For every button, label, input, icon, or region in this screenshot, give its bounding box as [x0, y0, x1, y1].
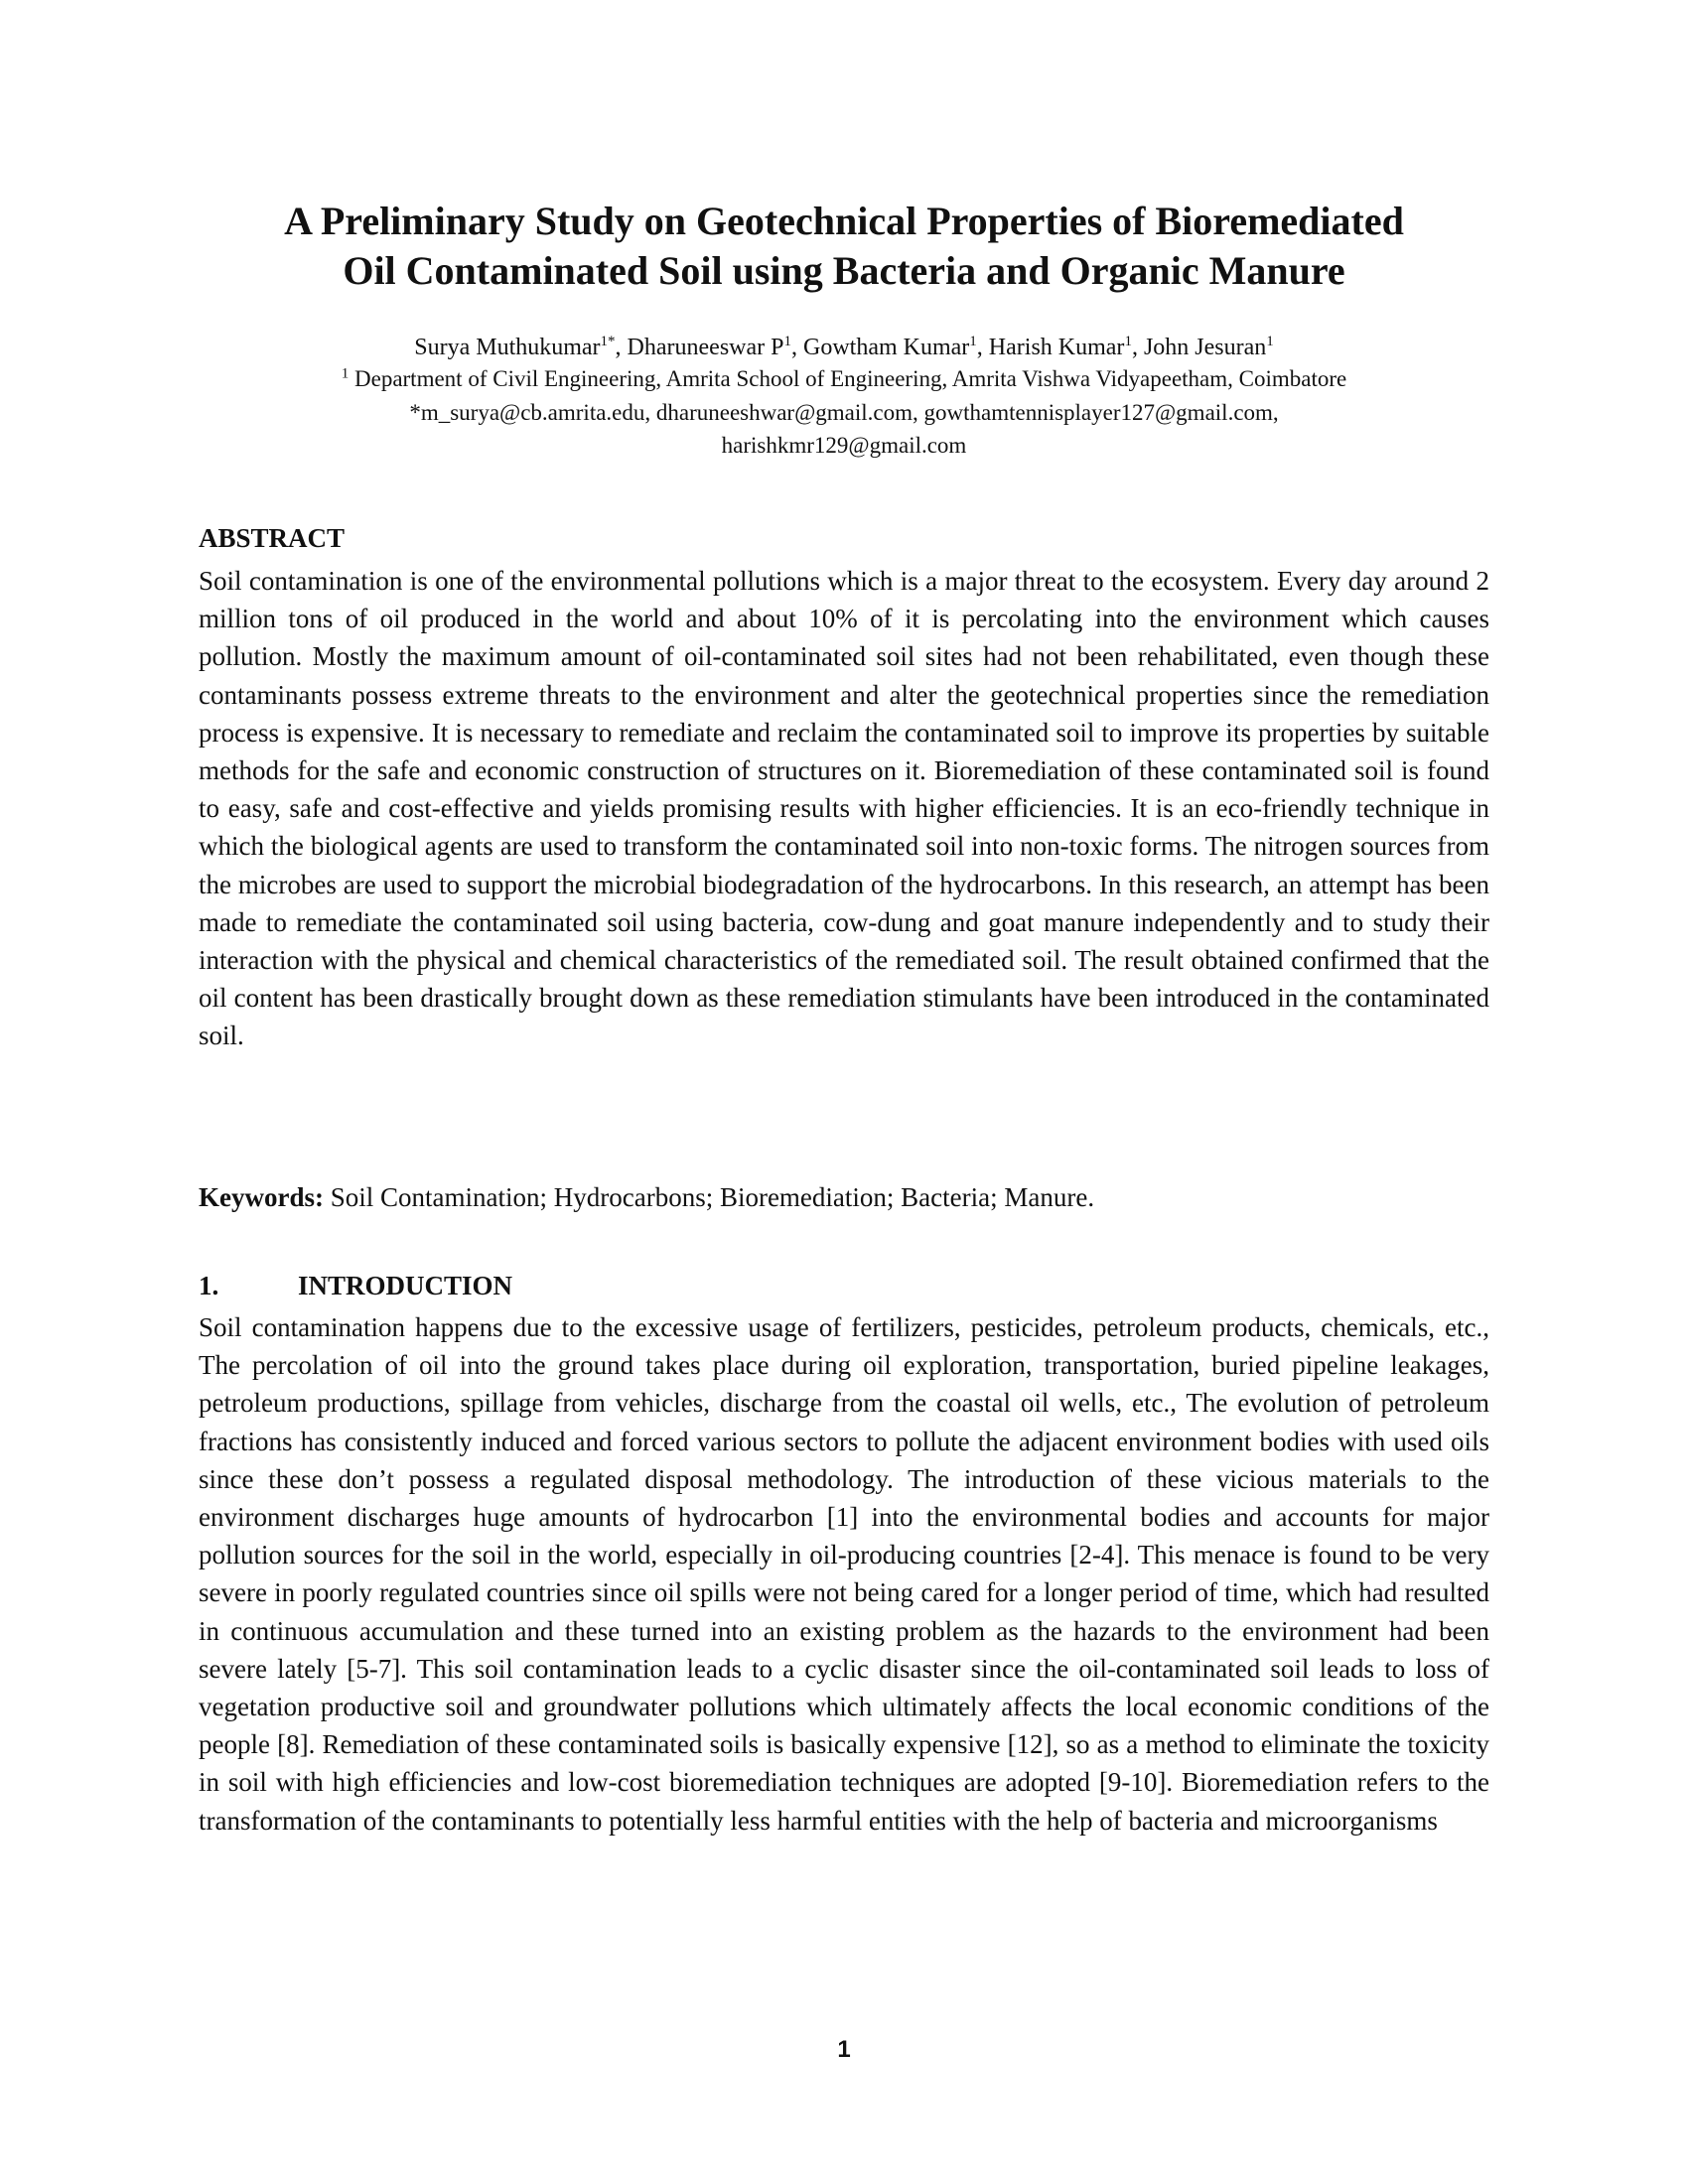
- abstract-heading: ABSTRACT: [199, 523, 346, 553]
- affiliation: [149, 363, 1539, 395]
- author-list: Surya Muthukumar$^{1*}$, Dharuneeswar $P^1$, Gowtham Kumar$^1$, Harish Kumar$^1$, John Jesuran$^1$: [414, 334, 1274, 360]
- paper-title-line-2: Oil Contaminated Soil using Bacteria and Organic Manure: [343, 248, 1345, 293]
- section-title: INTRODUCTION: [298, 1271, 513, 1300]
- paper-title-line-1: A Preliminary Study on Geotechnical Properties of Bioremediated: [284, 199, 1404, 243]
- author-name: John Jesuran: [1143, 335, 1267, 360]
- author-name: Surya Muthukumar: [414, 335, 601, 360]
- affiliation-text: Department of Civil Engineering, Amrita School of Engineering, Amrita Vishwa Vidyapeetham, Coimbatore: [354, 366, 1347, 391]
- author-emails: [149, 396, 1539, 462]
- author-affiliation-mark: 1: [1124, 334, 1132, 349]
- email-line-1: *m_surya@cb.amrita.edu, dharuneeshwar@gmail.com, gowthamtennisplayer127@gmail.com,: [409, 400, 1279, 425]
- author-affiliation-mark: 1: [1266, 334, 1274, 349]
- paper-title: [149, 197, 1539, 296]
- author-name: Harish Kumar: [988, 335, 1125, 360]
- keywords-label: Keywords:: [199, 1182, 324, 1212]
- affiliation-mark: 1: [341, 365, 350, 382]
- introduction-heading: [199, 1269, 512, 1302]
- keywords-text: Soil Contamination; Hydrocarbons; Bioremediation; Bacteria; Manure.: [330, 1182, 1095, 1212]
- section-number: 1.: [199, 1271, 219, 1300]
- email-line-2: harishkmr129@gmail.com: [721, 433, 967, 458]
- author-affiliation-mark: 1: [783, 334, 791, 349]
- introduction-text: Soil contamination happens due to the excessive usage of fertilizers, pesticides, petroleum products, chemicals, etc., The percolation of oil into the ground takes place during oil exploration, transportation, buried pipeline leakages, petroleum productions, spillage from vehicles, discharge from the coastal oil wells, etc., The evolution of petroleum fractions has consistently induced and forced various sectors to pollute the adjacent environment bodies with used oils since these don’t possess a regulated disposal methodology. The introduction of these vicious materials to the environment discharges huge amounts of hydrocarbon [1] into the environmental bodies and accounts for major pollution sources for the soil in the world, especially in oil-producing countries [2-4]. This menace is found to be very severe in poorly regulated countries since oil spills were not being cared for a longer period of time, which had resulted in continuous accumulation and these turned into an existing problem as the hazards to the environment had been severe lately [5-7]. This soil contamination leads to a cyclic disaster since the oil-contaminated soil leads to loss of vegetation productive soil and groundwater pollutions which ultimately affects the local economic conditions of the people [8]. Remediation of these contaminated soils is basically expensive [12], so as a method to eliminate the toxicity in soil with high efficiencies and low-cost bioremediation techniques are adopted [9-10]. Bioremediation refers to the transformation of the contaminants to potentially less harmful entities with the help of bacteria and microorganisms: [199, 1312, 1489, 1836]
- author-name: Dharuneeswar P: [627, 335, 784, 360]
- author-name: Gowtham Kumar: [803, 335, 970, 360]
- author-affiliation-mark: 1*: [600, 334, 616, 349]
- author-affiliation-mark: 1: [969, 334, 977, 349]
- page-number: 1: [837, 2036, 851, 2063]
- keywords: [199, 1178, 1489, 1216]
- abstract-text: Soil contamination is one of the environmental pollutions which is a major threat to the ecosystem. Every day around 2 million tons of oil produced in the world and about 10% of it is percolating into the environment which causes pollution. Mostly the maximum amount of oil-contaminated soil sites had not been rehabilitated, even though these contaminants possess extreme threats to the environment and alter the geotechnical properties since the remediation process is expensive. It is necessary to remediate and reclaim the contaminated soil to improve its properties by suitable methods for the safe and economic construction of structures on it. Bioremediation of these contaminated soil is found to easy, safe and cost-effective and yields promising results with higher efficiencies. It is an eco-friendly technique in which the biological agents are used to transform the contaminated soil into non-toxic forms. The nitrogen sources from the microbes are used to support the microbial biodegradation of the hydrocarbons. In this research, an attempt has been made to remediate the contaminated soil using bacteria, cow-dung and goat manure independently and to study their interaction with the physical and chemical characteristics of the remediated soil. The result obtained confirmed that the oil content has been drastically brought down as these remediation stimulants have been introduced in the contaminated soil.: [199, 566, 1489, 1051]
